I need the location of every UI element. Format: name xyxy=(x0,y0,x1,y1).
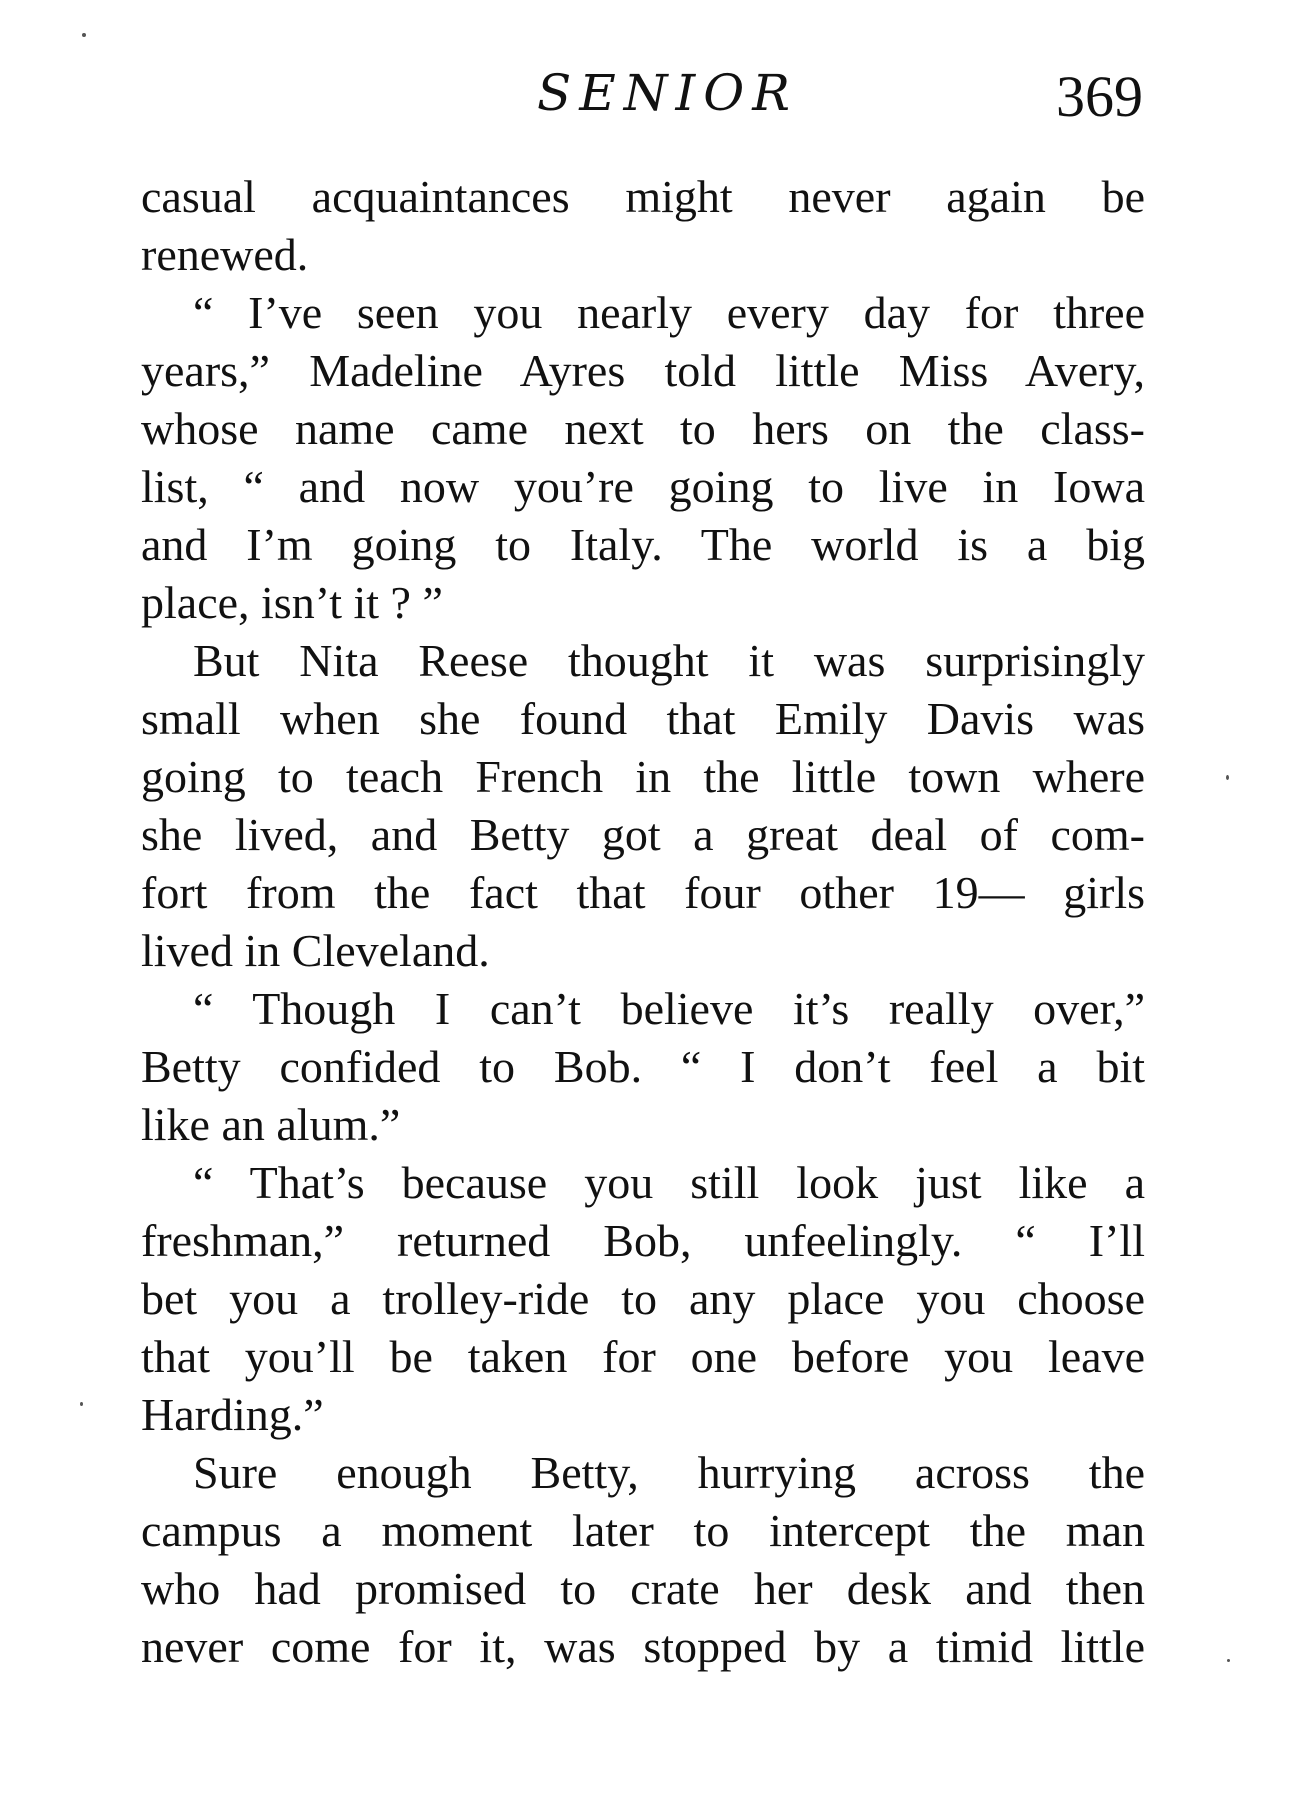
page-header xyxy=(0,58,1305,128)
text-line: never come for it, was stopped by a timid little xyxy=(141,1621,1145,1672)
text-line: freshman,” returned Bob, unfeelingly. “ I’ll xyxy=(141,1215,1145,1266)
scan-speck xyxy=(80,1402,83,1406)
text-line: who had promised to crate her desk and then xyxy=(141,1563,1145,1614)
paragraph xyxy=(141,284,1145,632)
scan-speck xyxy=(82,33,86,37)
text-line: “ Though I can’t believe it’s really over,” xyxy=(193,983,1145,1034)
text-line: But Nita Reese thought it was surprisingly xyxy=(193,635,1145,686)
text-line: that you’ll be taken for one before you leave xyxy=(141,1331,1145,1382)
text-line: lived in Cleveland. xyxy=(141,925,490,976)
paragraph xyxy=(141,1444,1145,1676)
text-line: fort from the fact that four other 19— girls xyxy=(141,867,1145,918)
scan-speck xyxy=(1226,775,1229,780)
paragraph xyxy=(141,168,1145,284)
paragraph xyxy=(141,980,1145,1154)
paragraph xyxy=(141,1154,1145,1444)
text-line: renewed. xyxy=(141,229,309,280)
text-line: bet you a trolley-ride to any place you choose xyxy=(141,1273,1145,1324)
text-line: she lived, and Betty got a great deal of com- xyxy=(141,809,1145,860)
text-line: whose name came next to hers on the class- xyxy=(141,403,1145,454)
text-line: Harding.” xyxy=(141,1389,324,1440)
text-line: and I’m going to Italy. The world is a big xyxy=(141,519,1145,570)
running-head: SENIOR xyxy=(537,64,798,122)
scan-speck xyxy=(1227,1659,1230,1662)
text-line: casual acquaintances might never again be xyxy=(141,171,1145,222)
text-line: “ I’ve seen you nearly every day for three xyxy=(193,287,1145,338)
page-number: 369 xyxy=(1056,64,1143,129)
text-line: small when she found that Emily Davis was xyxy=(141,693,1145,744)
text-line: Betty confided to Bob. “ I don’t feel a bit xyxy=(141,1041,1145,1092)
text-line: list, “ and now you’re going to live in Iowa xyxy=(141,461,1145,512)
text-line: Sure enough Betty, hurrying across the xyxy=(193,1447,1145,1498)
text-line: like an alum.” xyxy=(141,1099,401,1150)
paragraph xyxy=(141,632,1145,980)
text-line: place, isn’t it ? ” xyxy=(141,577,443,628)
body-text xyxy=(141,168,1145,1676)
text-line: going to teach French in the little town where xyxy=(141,751,1145,802)
text-line: campus a moment later to intercept the man xyxy=(141,1505,1145,1556)
text-line: years,” Madeline Ayres told little Miss Avery, xyxy=(141,345,1145,396)
text-line: “ That’s because you still look just like a xyxy=(193,1157,1145,1208)
